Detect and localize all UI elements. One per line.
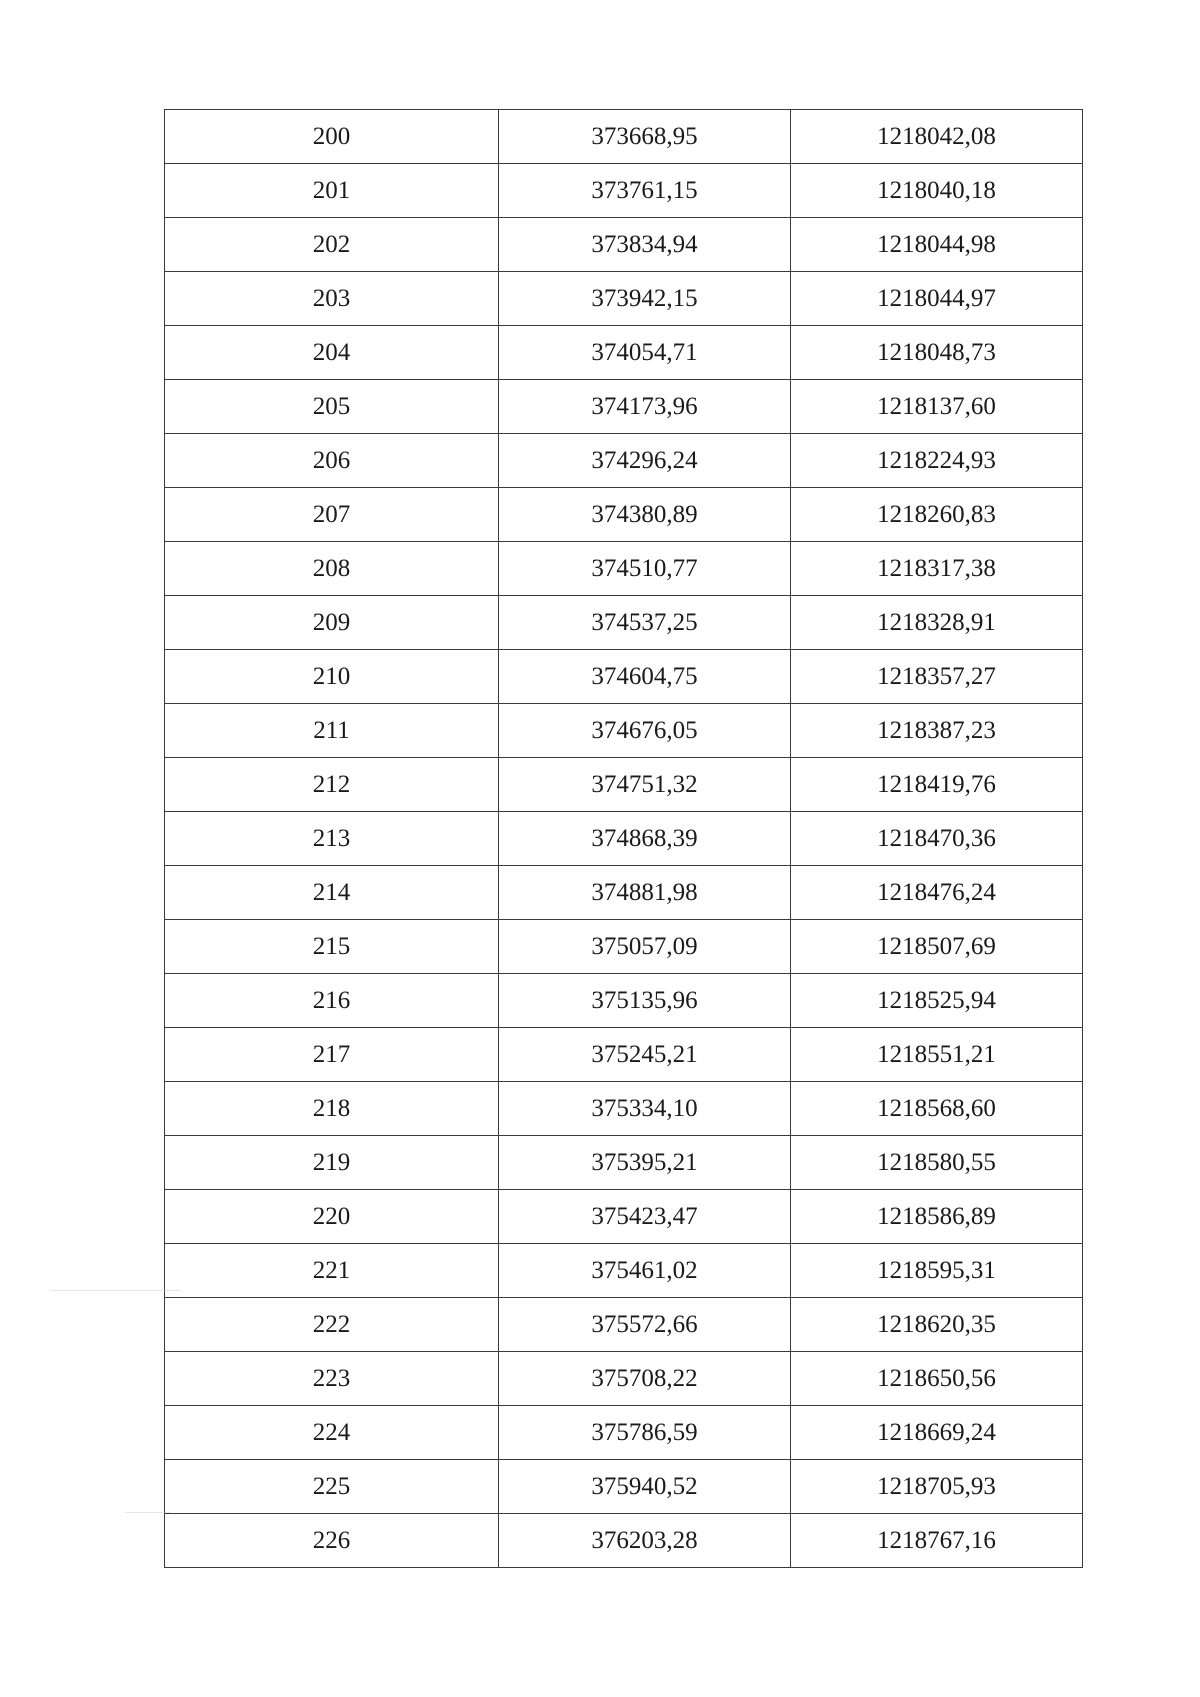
x-coordinate-cell: 374676,05 [499,704,791,758]
x-coordinate-cell: 376203,28 [499,1514,791,1568]
x-coordinate-cell: 375940,52 [499,1460,791,1514]
x-coordinate-cell: 375461,02 [499,1244,791,1298]
point-number-cell: 202 [165,218,499,272]
y-coordinate-cell: 1218669,24 [791,1406,1083,1460]
y-coordinate-cell: 1218048,73 [791,326,1083,380]
x-coordinate-cell: 373942,15 [499,272,791,326]
x-coordinate-cell: 373761,15 [499,164,791,218]
point-number-cell: 214 [165,866,499,920]
x-coordinate-cell: 375572,66 [499,1298,791,1352]
x-coordinate-cell: 375334,10 [499,1082,791,1136]
y-coordinate-cell: 1218317,38 [791,542,1083,596]
y-coordinate-cell: 1218328,91 [791,596,1083,650]
y-coordinate-cell: 1218419,76 [791,758,1083,812]
y-coordinate-cell: 1218260,83 [791,488,1083,542]
table-row [165,110,1083,164]
x-coordinate-cell: 374296,24 [499,434,791,488]
y-coordinate-cell: 1218650,56 [791,1352,1083,1406]
y-coordinate-cell: 1218705,93 [791,1460,1083,1514]
y-coordinate-cell: 1218507,69 [791,920,1083,974]
y-coordinate-cell: 1218620,35 [791,1298,1083,1352]
x-coordinate-cell: 374510,77 [499,542,791,596]
table-row [165,704,1083,758]
y-coordinate-cell: 1218525,94 [791,974,1083,1028]
table-row [165,434,1083,488]
table-row [165,1514,1083,1568]
y-coordinate-cell: 1218042,08 [791,110,1083,164]
table-row [165,218,1083,272]
table-row [165,812,1083,866]
point-number-cell: 200 [165,110,499,164]
point-number-cell: 206 [165,434,499,488]
point-number-cell: 203 [165,272,499,326]
table-row [165,1352,1083,1406]
point-number-cell: 218 [165,1082,499,1136]
table-row [165,272,1083,326]
y-coordinate-cell: 1218551,21 [791,1028,1083,1082]
table-row [165,920,1083,974]
point-number-cell: 221 [165,1244,499,1298]
point-number-cell: 211 [165,704,499,758]
y-coordinate-cell: 1218040,18 [791,164,1083,218]
table-row [165,542,1083,596]
x-coordinate-cell: 374881,98 [499,866,791,920]
table-row [165,1244,1083,1298]
scan-artifact [125,1512,170,1513]
point-number-cell: 209 [165,596,499,650]
x-coordinate-cell: 374537,25 [499,596,791,650]
table-row [165,1298,1083,1352]
table-row [165,1406,1083,1460]
x-coordinate-cell: 375135,96 [499,974,791,1028]
y-coordinate-cell: 1218224,93 [791,434,1083,488]
x-coordinate-cell: 375708,22 [499,1352,791,1406]
x-coordinate-cell: 374868,39 [499,812,791,866]
table-row [165,164,1083,218]
table-row [165,758,1083,812]
x-coordinate-cell: 375786,59 [499,1406,791,1460]
scan-artifact [50,1290,180,1291]
y-coordinate-cell: 1218357,27 [791,650,1083,704]
y-coordinate-cell: 1218387,23 [791,704,1083,758]
table-row [165,596,1083,650]
y-coordinate-cell: 1218044,98 [791,218,1083,272]
y-coordinate-cell: 1218586,89 [791,1190,1083,1244]
x-coordinate-cell: 373668,95 [499,110,791,164]
x-coordinate-cell: 374751,32 [499,758,791,812]
point-number-cell: 219 [165,1136,499,1190]
x-coordinate-cell: 374604,75 [499,650,791,704]
point-number-cell: 225 [165,1460,499,1514]
point-number-cell: 215 [165,920,499,974]
y-coordinate-cell: 1218470,36 [791,812,1083,866]
table-row [165,1082,1083,1136]
y-coordinate-cell: 1218137,60 [791,380,1083,434]
point-number-cell: 210 [165,650,499,704]
point-number-cell: 220 [165,1190,499,1244]
point-number-cell: 223 [165,1352,499,1406]
table-row [165,1460,1083,1514]
table-row [165,380,1083,434]
point-number-cell: 205 [165,380,499,434]
coordinates-table-body [165,110,1083,1568]
coordinates-table [164,109,1083,1568]
point-number-cell: 222 [165,1298,499,1352]
y-coordinate-cell: 1218580,55 [791,1136,1083,1190]
point-number-cell: 212 [165,758,499,812]
x-coordinate-cell: 374380,89 [499,488,791,542]
x-coordinate-cell: 375423,47 [499,1190,791,1244]
point-number-cell: 201 [165,164,499,218]
point-number-cell: 224 [165,1406,499,1460]
point-number-cell: 208 [165,542,499,596]
x-coordinate-cell: 375245,21 [499,1028,791,1082]
y-coordinate-cell: 1218044,97 [791,272,1083,326]
y-coordinate-cell: 1218767,16 [791,1514,1083,1568]
x-coordinate-cell: 374054,71 [499,326,791,380]
point-number-cell: 204 [165,326,499,380]
table-row [165,650,1083,704]
x-coordinate-cell: 375395,21 [499,1136,791,1190]
x-coordinate-cell: 374173,96 [499,380,791,434]
point-number-cell: 216 [165,974,499,1028]
x-coordinate-cell: 373834,94 [499,218,791,272]
point-number-cell: 217 [165,1028,499,1082]
point-number-cell: 213 [165,812,499,866]
table-row [165,1190,1083,1244]
y-coordinate-cell: 1218595,31 [791,1244,1083,1298]
y-coordinate-cell: 1218476,24 [791,866,1083,920]
x-coordinate-cell: 375057,09 [499,920,791,974]
point-number-cell: 226 [165,1514,499,1568]
table-row [165,1028,1083,1082]
table-row [165,488,1083,542]
table-row [165,866,1083,920]
point-number-cell: 207 [165,488,499,542]
table-row [165,974,1083,1028]
table-row [165,1136,1083,1190]
table-row [165,326,1083,380]
y-coordinate-cell: 1218568,60 [791,1082,1083,1136]
